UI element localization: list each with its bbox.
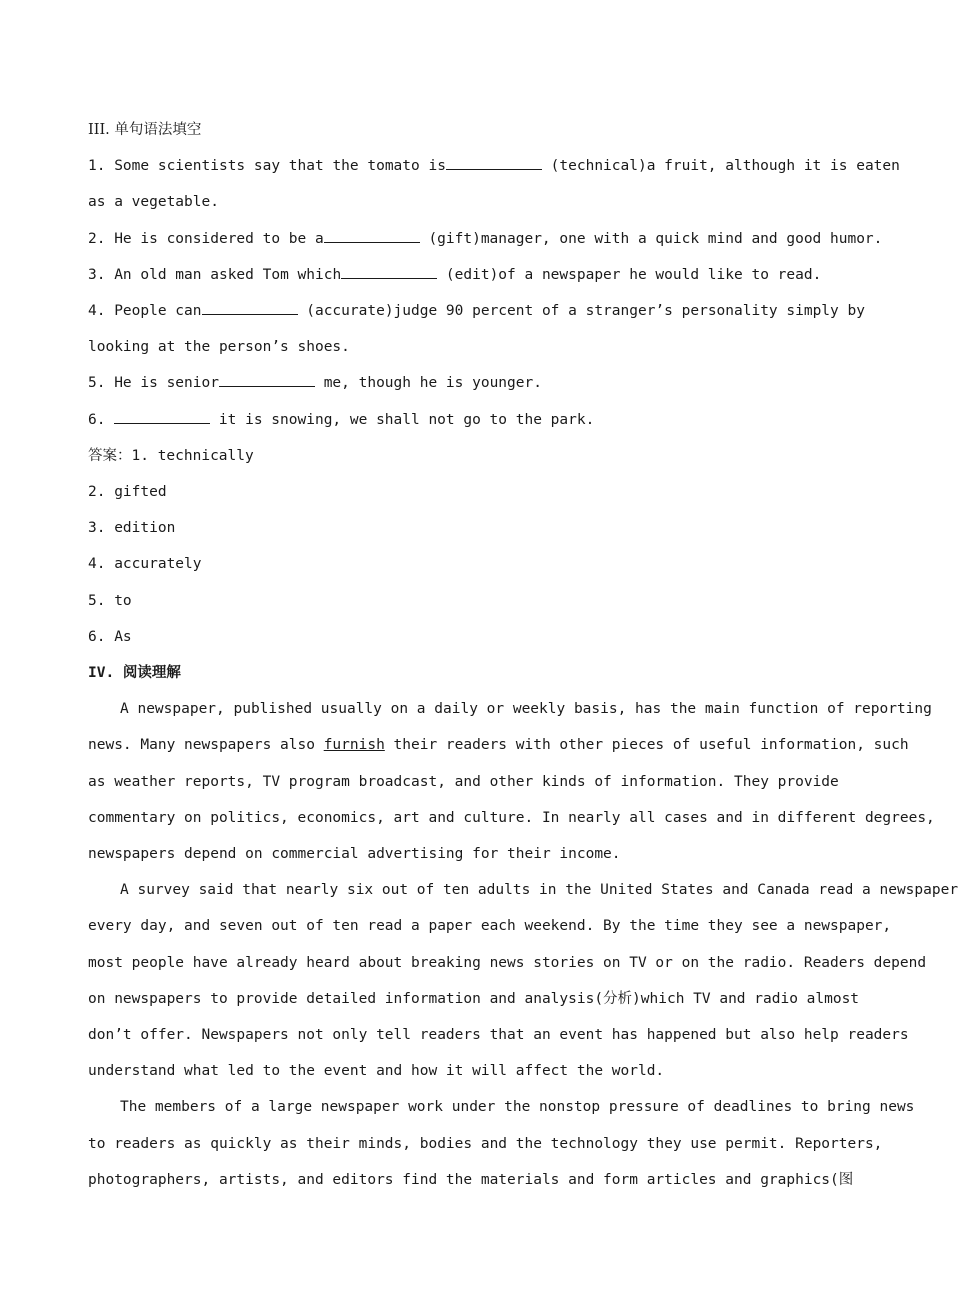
passage-p1-line-3: as weather reports, TV program broadcast, and other kinds of information. They provide (88, 773, 839, 790)
question-text: me, though he is younger. (314, 375, 542, 392)
question-1 (88, 148, 900, 184)
answer-line-4: 4. accurately (88, 556, 202, 573)
question-number: 1. (88, 158, 106, 175)
question-text: (gift)manager, one with a quick mind and good humor. (419, 230, 883, 247)
question-number: 5. (88, 375, 106, 392)
passage-p1-line-4: commentary on politics, economics, art and culture. In nearly all cases and in different degrees, (88, 809, 935, 826)
passage-p2-line-4: on newspapers to provide detailed information and analysis(分析)which TV and radio almost (88, 990, 860, 1007)
answer-blank[interactable] (114, 409, 210, 424)
passage-p2-line-3: most people have already heard about breaking news stories on TV or on the radio. Readers depend (88, 954, 927, 971)
question-text: (technical)a fruit, although it is eaten (541, 158, 900, 175)
question-text: (accurate)judge 90 percent of a stranger’s personality simply by (297, 303, 865, 320)
passage-p2-line-5: don’t offer. Newspapers not only tell readers that an event has happened but also help readers (88, 1027, 909, 1044)
underlined-word: furnish (323, 737, 385, 754)
answer-blank[interactable] (202, 300, 298, 315)
question-4-continued: looking at the person’s shoes. (88, 339, 350, 356)
answer-line-3: 3. edition (88, 520, 176, 537)
question-3 (88, 257, 833, 293)
question-6 (88, 402, 833, 438)
question-4 (88, 293, 865, 329)
passage-text: their readers with other pieces of useful information, such (384, 737, 909, 754)
passage-p2-line-2: every day, and seven out of ten read a paper each weekend. By the time they see a newspaper, (88, 918, 892, 935)
question-1-continued: as a vegetable. (88, 194, 219, 211)
document-page (88, 112, 958, 1198)
section-heading-reading: IV. 阅读理解 (88, 665, 181, 682)
passage-p1-line-1: A newspaper, published usually on a daily or weekly basis, has the main function of reporting (120, 701, 932, 718)
question-text: He is senior (114, 375, 219, 392)
answer-blank[interactable] (324, 228, 420, 243)
question-number: 6. (88, 411, 106, 428)
answer-line-2: 2. gifted (88, 484, 167, 501)
answer-text: 1. technically (131, 447, 254, 464)
passage-p3-line-3: photographers, artists, and editors find the materials and form articles and graphics(图 (88, 1171, 854, 1188)
passage-p2-line-6: understand what led to the event and how it will affect the world. (88, 1063, 665, 1080)
question-text: He is considered to be a (114, 230, 324, 247)
question-number: 3. (88, 266, 106, 283)
question-text: it is snowing, we shall not go to the park. (210, 411, 595, 428)
question-number: 4. (88, 303, 106, 320)
answer-line-1 (88, 438, 833, 474)
question-text: (edit)of a newspaper he would like to read. (437, 266, 822, 283)
passage-p2-line-1: A survey said that nearly six out of ten adults in the United States and Canada read a newspaper (120, 882, 958, 899)
answers-label: 答案： (88, 447, 132, 464)
answer-line-5: 5. to (88, 592, 132, 609)
section-heading-grammar: III. 单句语法填空 (88, 122, 202, 138)
question-text: An old man asked Tom which (114, 266, 342, 283)
question-5 (88, 365, 833, 401)
answer-line-6: 6. As (88, 628, 132, 645)
passage-p1-line-2 (88, 727, 909, 763)
question-2 (88, 221, 883, 257)
answer-blank[interactable] (341, 264, 437, 279)
question-text: Some scientists say that the tomato is (114, 158, 446, 175)
answer-blank[interactable] (446, 155, 542, 170)
passage-text: news. Many newspapers also (88, 737, 324, 754)
answer-blank[interactable] (219, 372, 315, 387)
question-number: 2. (88, 230, 106, 247)
passage-p1-line-5: newspapers depend on commercial advertising for their income. (88, 846, 621, 863)
passage-p3-line-2: to readers as quickly as their minds, bodies and the technology they use permit. Reporters, (88, 1135, 883, 1152)
question-text: People can (114, 303, 202, 320)
passage-p3-line-1: The members of a large newspaper work under the nonstop pressure of deadlines to bring news (120, 1099, 915, 1116)
